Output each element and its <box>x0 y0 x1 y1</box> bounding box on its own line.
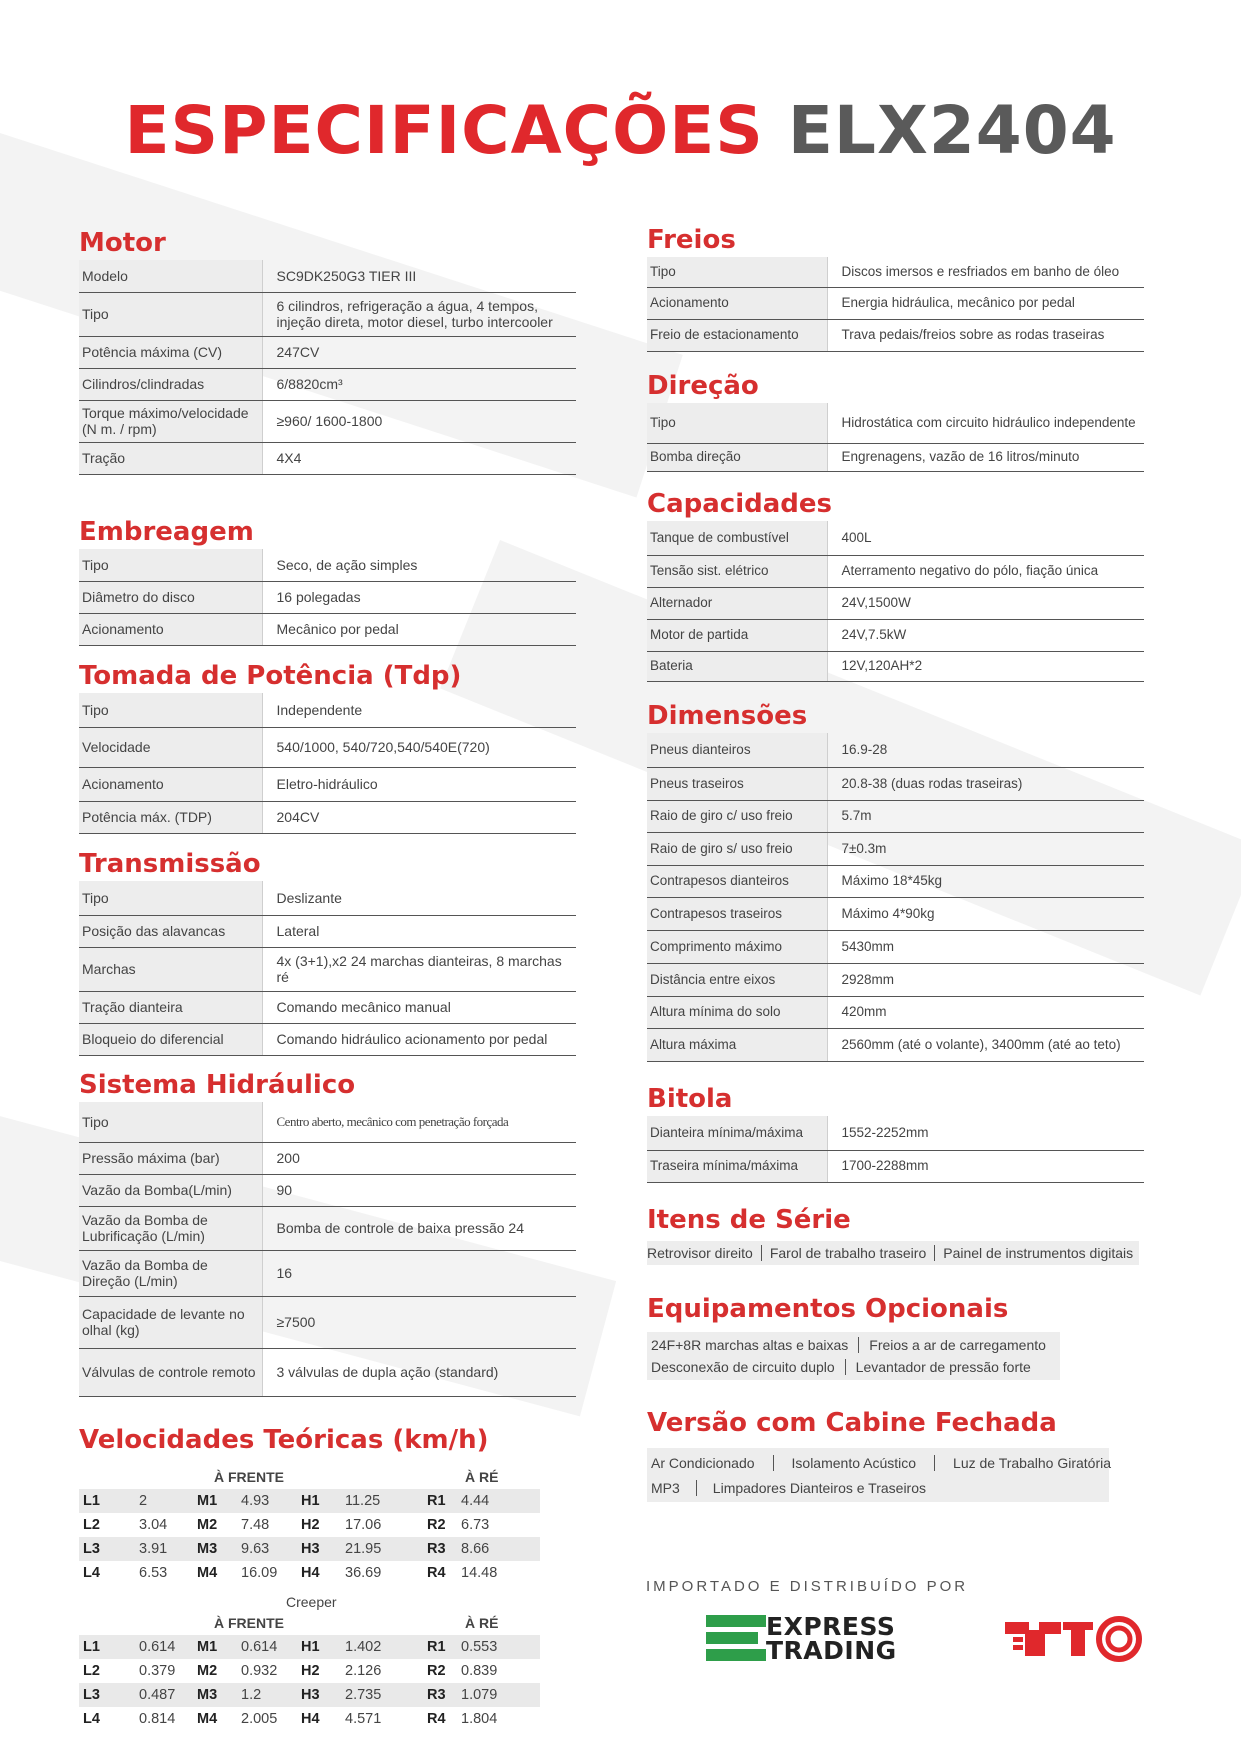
speed-value: 17.06 <box>341 1513 423 1537</box>
spec-key: Marchas <box>79 947 262 991</box>
spec-key: Tipo <box>79 1102 262 1142</box>
spec-key: Potência máx. (TDP) <box>79 801 262 833</box>
gear-label: M2 <box>193 1513 237 1537</box>
table-row <box>647 963 1144 996</box>
section-title: Velocidades Teóricas (km/h) <box>79 1425 489 1455</box>
table-row <box>79 1206 576 1250</box>
speed-value: 3.04 <box>135 1513 193 1537</box>
header-frente: À FRENTE <box>214 1469 284 1485</box>
yto-ring <box>1108 1628 1130 1650</box>
spec-value: 4x (3+1),x2 24 marchas dianteiras, 8 marchas ré <box>262 947 576 991</box>
item-tag: Farol de trabalho traseiro <box>762 1245 935 1261</box>
table-row <box>79 947 576 991</box>
section-title: Transmissão <box>79 849 261 879</box>
gear-label: L1 <box>79 1489 135 1513</box>
table-row <box>79 549 576 581</box>
table-row <box>647 897 1144 930</box>
speed-row <box>79 1513 540 1537</box>
table-row <box>647 521 1144 555</box>
spec-key: Diâmetro do disco <box>79 581 262 613</box>
speed-value: 11.25 <box>341 1489 423 1513</box>
table-row <box>79 991 576 1023</box>
title-model: ELX2404 <box>787 92 1117 169</box>
spec-value: Máximo 18*45kg <box>827 865 1144 897</box>
yto-shape <box>1005 1619 1139 1659</box>
option-item: Ar Condicionado <box>651 1455 774 1471</box>
speed-value: 0.553 <box>457 1635 540 1659</box>
table-row <box>79 693 576 727</box>
option-line <box>651 1356 1056 1378</box>
gear-label: L3 <box>79 1537 135 1561</box>
speed-value: 0.814 <box>135 1707 193 1731</box>
table-row <box>647 832 1144 865</box>
spec-key: Modelo <box>79 260 262 292</box>
gear-label: H3 <box>297 1537 341 1561</box>
section-title: Dimensões <box>647 701 808 731</box>
spec-table <box>79 881 576 1056</box>
item-tag: Painel de instrumentos digitais <box>943 1245 1134 1261</box>
spec-value: 540/1000, 540/720,540/540E(720) <box>262 727 576 767</box>
spec-key: Tanque de combustível <box>647 521 827 555</box>
spec-value: Discos imersos e resfriados em banho de óleo <box>827 257 1144 287</box>
speed-value: 21.95 <box>341 1537 423 1561</box>
section-capacidades <box>647 487 1144 682</box>
table-row <box>647 587 1144 619</box>
spec-key: Tipo <box>79 292 262 336</box>
gear-label: L1 <box>79 1635 135 1659</box>
spec-value: Máximo 4*90kg <box>827 897 1144 930</box>
speed-value: 8.66 <box>457 1537 540 1561</box>
spec-value: 16.9-28 <box>827 733 1144 767</box>
option-item: Freios a ar de carregamento <box>869 1337 1046 1353</box>
gear-label: R3 <box>423 1683 457 1707</box>
express-e-icon <box>706 1615 766 1661</box>
table-row <box>79 1250 576 1296</box>
table-row <box>79 442 576 474</box>
section-embreagem <box>79 515 576 646</box>
table-row <box>79 727 576 767</box>
table-row <box>647 619 1144 651</box>
table-row <box>647 403 1144 443</box>
gear-label: R4 <box>423 1707 457 1731</box>
speed-value: 1.079 <box>457 1683 540 1707</box>
spec-key: Bloqueio do diferencial <box>79 1023 262 1055</box>
table-row <box>647 1116 1144 1150</box>
gear-label: M4 <box>193 1561 237 1585</box>
spec-key: Potência máxima (CV) <box>79 336 262 368</box>
section-tdp <box>79 659 576 834</box>
gear-label: H1 <box>297 1489 341 1513</box>
speed-value: 9.63 <box>237 1537 297 1561</box>
spec-key: Motor de partida <box>647 619 827 651</box>
spec-key: Cilindros/clindradas <box>79 368 262 400</box>
spec-key: Acionamento <box>647 287 827 319</box>
spec-table <box>647 257 1144 352</box>
option-item: Isolamento Acústico <box>774 1455 936 1471</box>
section-cabine <box>647 1406 1112 1502</box>
spec-value: Aterramento negativo do pólo, fiação única <box>827 555 1144 587</box>
spec-key: Altura máxima <box>647 1028 827 1061</box>
title-especificacoes: ESPECIFICAÇÕES <box>124 92 764 169</box>
section-title: Equipamentos Opcionais <box>647 1294 1009 1324</box>
table-row <box>647 257 1144 287</box>
spec-key: Válvulas de controle remoto <box>79 1348 262 1396</box>
express-logo-fill <box>706 1632 758 1644</box>
table-row <box>647 287 1144 319</box>
gear-label: L2 <box>79 1513 135 1537</box>
section-title: Itens de Série <box>647 1205 851 1235</box>
speed-value: 1.2 <box>237 1683 297 1707</box>
speed-value: 6.53 <box>135 1561 193 1585</box>
gear-label: L4 <box>79 1561 135 1585</box>
spec-key: Tração <box>79 442 262 474</box>
spec-value: 1552-2252mm <box>827 1116 1144 1150</box>
gear-label: H2 <box>297 1659 341 1683</box>
header-frente: À FRENTE <box>214 1615 284 1631</box>
table-row <box>79 767 576 801</box>
table-row <box>647 651 1144 681</box>
table-row <box>79 1296 576 1348</box>
spec-value: 6 cilindros, refrigeração a água, 4 tempos, injeção direta, motor diesel, turbo intercooler <box>262 292 576 336</box>
table-row <box>647 1150 1144 1182</box>
speed-value: 2.005 <box>237 1707 297 1731</box>
table-row <box>79 1142 576 1174</box>
spec-value: 3 válvulas de dupla ação (standard) <box>262 1348 576 1396</box>
spec-value: Trava pedais/freios sobre as rodas traseiras <box>827 319 1144 351</box>
spec-key: Velocidade <box>79 727 262 767</box>
spec-key: Capacidade de levante no olhal (kg) <box>79 1296 262 1348</box>
spec-key: Vazão da Bomba de Direção (L/min) <box>79 1250 262 1296</box>
table-row <box>79 613 576 645</box>
speed-value: 4.93 <box>237 1489 297 1513</box>
section-title: Direção <box>647 371 759 401</box>
spec-value: 200 <box>262 1142 576 1174</box>
spec-value: Comando mecânico manual <box>262 991 576 1023</box>
speed-value: 0.614 <box>237 1635 297 1659</box>
spec-value: 5430mm <box>827 930 1144 963</box>
spec-key: Posição das alavancas <box>79 915 262 947</box>
option-line <box>651 1475 1105 1500</box>
gear-label: M4 <box>193 1707 237 1731</box>
gear-label: R4 <box>423 1561 457 1585</box>
section-opcionais <box>647 1292 1060 1380</box>
section-title: Motor <box>79 228 166 258</box>
speed-row <box>79 1683 540 1707</box>
express-text: EXPRESS <box>766 1612 896 1641</box>
speed-value: 1.804 <box>457 1707 540 1731</box>
spec-value: 24V,7.5kW <box>827 619 1144 651</box>
yto-ring <box>1099 1619 1139 1659</box>
speed-value: 2.126 <box>341 1659 423 1683</box>
yto-logo <box>1003 1616 1143 1662</box>
speed-value: 4.571 <box>341 1707 423 1731</box>
option-item: 24F+8R marchas altas e baixas <box>651 1337 859 1353</box>
spec-table <box>647 521 1144 682</box>
spec-key: Pneus traseiros <box>647 767 827 800</box>
spec-key: Freio de estacionamento <box>647 319 827 351</box>
tag-row <box>647 1241 1139 1265</box>
spec-value: 6/8820cm³ <box>262 368 576 400</box>
page-title <box>0 92 1241 169</box>
spec-table <box>647 733 1144 1062</box>
spec-key: Dianteira mínima/máxima <box>647 1116 827 1150</box>
spec-value: SC9DK250G3 TIER III <box>262 260 576 292</box>
spec-value: 420mm <box>827 996 1144 1028</box>
gear-label: L3 <box>79 1683 135 1707</box>
spec-value: 2928mm <box>827 963 1144 996</box>
spec-value: 4X4 <box>262 442 576 474</box>
speed-table <box>79 1489 540 1585</box>
express-logo-fill <box>706 1649 766 1661</box>
spec-key: Tensão sist. elétrico <box>647 555 827 587</box>
spec-value: Bomba de controle de baixa pressão 24 <box>262 1206 576 1250</box>
express-logo-fill <box>706 1615 766 1627</box>
gear-label: H2 <box>297 1513 341 1537</box>
speed-value: 0.487 <box>135 1683 193 1707</box>
speed-value: 0.379 <box>135 1659 193 1683</box>
table-row <box>79 260 576 292</box>
spec-key: Tipo <box>647 257 827 287</box>
spec-value: Seco, de ação simples <box>262 549 576 581</box>
spec-key: Acionamento <box>79 613 262 645</box>
spec-value: 1700-2288mm <box>827 1150 1144 1182</box>
spec-value: 20.8-38 (duas rodas traseiras) <box>827 767 1144 800</box>
spec-value: 7±0.3m <box>827 832 1144 865</box>
table-row <box>79 581 576 613</box>
section-title: Tomada de Potência (Tdp) <box>79 661 462 691</box>
spec-key: Pressão máxima (bar) <box>79 1142 262 1174</box>
gear-label: M1 <box>193 1489 237 1513</box>
speed-row <box>79 1635 540 1659</box>
speed-value: 4.44 <box>457 1489 540 1513</box>
table-row <box>79 915 576 947</box>
creeper-label: Creeper <box>286 1594 337 1610</box>
spec-value: Independente <box>262 693 576 727</box>
section-hidraulico <box>79 1068 576 1397</box>
spec-key: Tração dianteira <box>79 991 262 1023</box>
table-row <box>647 1028 1144 1061</box>
spec-key: Altura mínima do solo <box>647 996 827 1028</box>
gear-label: R1 <box>423 1635 457 1659</box>
spec-key: Raio de giro c/ uso freio <box>647 800 827 832</box>
express-trading-logo <box>706 1612 916 1665</box>
table-row <box>647 996 1144 1028</box>
spec-value: 400L <box>827 521 1144 555</box>
spec-value: Energia hidráulica, mecânico por pedal <box>827 287 1144 319</box>
table-row <box>647 800 1144 832</box>
spec-key: Tipo <box>647 403 827 443</box>
trading-text: TRADING <box>766 1636 897 1665</box>
table-row <box>647 443 1144 471</box>
table-row <box>647 767 1144 800</box>
gear-label: R1 <box>423 1489 457 1513</box>
option-line <box>651 1334 1056 1356</box>
spec-table <box>79 693 576 834</box>
section-freios <box>647 223 1144 352</box>
spec-value: Mecânico por pedal <box>262 613 576 645</box>
speed-row <box>79 1659 540 1683</box>
gear-label: M3 <box>193 1683 237 1707</box>
spec-table <box>79 549 576 646</box>
spec-key: Contrapesos traseiros <box>647 897 827 930</box>
header-re: À RÉ <box>465 1615 499 1631</box>
section-dimensoes <box>647 699 1144 1062</box>
table-row <box>79 801 576 833</box>
table-row <box>647 319 1144 351</box>
gear-label: L2 <box>79 1659 135 1683</box>
spec-key: Tipo <box>79 693 262 727</box>
spec-key: Torque máximo/velocidade (N m. / rpm) <box>79 400 262 442</box>
table-row <box>79 292 576 336</box>
gear-label: H3 <box>297 1683 341 1707</box>
gear-label: M2 <box>193 1659 237 1683</box>
gear-label: M3 <box>193 1537 237 1561</box>
section-direcao <box>647 369 1144 472</box>
section-transmissao <box>79 847 576 1056</box>
spec-value: 204CV <box>262 801 576 833</box>
spec-key: Vazão da Bomba de Lubrificação (L/min) <box>79 1206 262 1250</box>
spec-value: Comando hidráulico acionamento por pedal <box>262 1023 576 1055</box>
spec-value: 5.7m <box>827 800 1144 832</box>
table-row <box>79 1102 576 1142</box>
table-row <box>79 1174 576 1206</box>
spec-key: Contrapesos dianteiros <box>647 865 827 897</box>
spec-value: 247CV <box>262 336 576 368</box>
spec-key: Alternador <box>647 587 827 619</box>
table-row <box>647 930 1144 963</box>
spec-value: Engrenagens, vazão de 16 litros/minuto <box>827 443 1144 471</box>
gear-label: M1 <box>193 1635 237 1659</box>
spec-key: Distância entre eixos <box>647 963 827 996</box>
table-row <box>79 368 576 400</box>
speed-table <box>79 1635 540 1731</box>
spec-value: 16 <box>262 1250 576 1296</box>
spec-table <box>647 1116 1144 1183</box>
speed-value: 7.48 <box>237 1513 297 1537</box>
table-row <box>79 881 576 915</box>
section-title: Bitola <box>647 1084 733 1114</box>
gear-label: H4 <box>297 1707 341 1731</box>
option-box <box>647 1448 1112 1502</box>
speed-value: 14.48 <box>457 1561 540 1585</box>
spec-table <box>79 1102 576 1397</box>
spec-value: Lateral <box>262 915 576 947</box>
spec-value: ≥7500 <box>262 1296 576 1348</box>
spec-key: Raio de giro s/ uso freio <box>647 832 827 865</box>
section-title: Embreagem <box>79 517 254 547</box>
spec-key: Tipo <box>79 549 262 581</box>
spec-value: Deslizante <box>262 881 576 915</box>
option-item: Limpadores Dianteiros e Traseiros <box>712 1479 927 1496</box>
section-title: Capacidades <box>647 489 832 519</box>
gear-label: L4 <box>79 1707 135 1731</box>
spec-table <box>79 260 576 475</box>
section-bitola <box>647 1082 1144 1183</box>
spec-key: Tipo <box>79 881 262 915</box>
speed-value: 2.735 <box>341 1683 423 1707</box>
speed-row <box>79 1561 540 1585</box>
spec-key: Acionamento <box>79 767 262 801</box>
spec-value: ≥960/ 1600-1800 <box>262 400 576 442</box>
spec-key: Vazão da Bomba(L/min) <box>79 1174 262 1206</box>
gear-label: R2 <box>423 1659 457 1683</box>
spec-value: Eletro-hidráulico <box>262 767 576 801</box>
spec-value: 24V,1500W <box>827 587 1144 619</box>
speed-value: 36.69 <box>341 1561 423 1585</box>
spec-value: 12V,120AH*2 <box>827 651 1144 681</box>
spec-value: 90 <box>262 1174 576 1206</box>
table-row <box>647 733 1144 767</box>
speed-row <box>79 1537 540 1561</box>
option-item: Levantador de pressão forte <box>855 1359 1031 1375</box>
gear-label: H4 <box>297 1561 341 1585</box>
speed-row <box>79 1489 540 1513</box>
speed-value: 3.91 <box>135 1537 193 1561</box>
section-title: Freios <box>647 225 736 255</box>
spec-key: Bateria <box>647 651 827 681</box>
section-title: Sistema Hidráulico <box>79 1070 356 1100</box>
speed-value: 1.402 <box>341 1635 423 1659</box>
section-velocidades <box>79 1423 489 1457</box>
speed-value: 0.614 <box>135 1635 193 1659</box>
spec-value: 2560mm (até o volante), 3400mm (até ao teto) <box>827 1028 1144 1061</box>
header-re: À RÉ <box>465 1469 499 1485</box>
yto-icon <box>1003 1616 1143 1662</box>
spec-key: Traseira mínima/máxima <box>647 1150 827 1182</box>
spec-key: Bomba direção <box>647 443 827 471</box>
spec-key: Pneus dianteiros <box>647 733 827 767</box>
speed-value: 0.839 <box>457 1659 540 1683</box>
gear-label: H1 <box>297 1635 341 1659</box>
spec-value: Hidrostática com circuito hidráulico independente <box>827 403 1144 443</box>
table-row <box>647 555 1144 587</box>
option-box <box>647 1332 1060 1380</box>
gear-label: R2 <box>423 1513 457 1537</box>
table-row <box>79 1348 576 1396</box>
section-itens <box>647 1203 1139 1265</box>
table-row <box>79 1023 576 1055</box>
option-item: Luz de Trabalho Giratória <box>953 1454 1112 1471</box>
table-row <box>79 336 576 368</box>
option-item: Desconexão de circuito duplo <box>651 1359 846 1375</box>
table-row <box>647 865 1144 897</box>
spec-value: 16 polegadas <box>262 581 576 613</box>
gear-label: R3 <box>423 1537 457 1561</box>
speed-value: 16.09 <box>237 1561 297 1585</box>
speed-value: 2 <box>135 1489 193 1513</box>
speed-value: 6.73 <box>457 1513 540 1537</box>
item-tag: Retrovisor direito <box>647 1245 762 1261</box>
importado-label: IMPORTADO E DISTRIBUÍDO POR <box>646 1578 969 1595</box>
section-title: Versão com Cabine Fechada <box>647 1408 1057 1438</box>
table-row <box>79 400 576 442</box>
spec-key: Comprimento máximo <box>647 930 827 963</box>
option-line <box>651 1450 1112 1475</box>
speed-row <box>79 1707 540 1731</box>
spec-table <box>647 403 1144 472</box>
spec-value: Centro aberto, mecânico com penetração forçada <box>262 1102 576 1142</box>
option-item: MP3 <box>651 1480 697 1496</box>
section-motor <box>79 226 576 475</box>
speed-value: 0.932 <box>237 1659 297 1683</box>
